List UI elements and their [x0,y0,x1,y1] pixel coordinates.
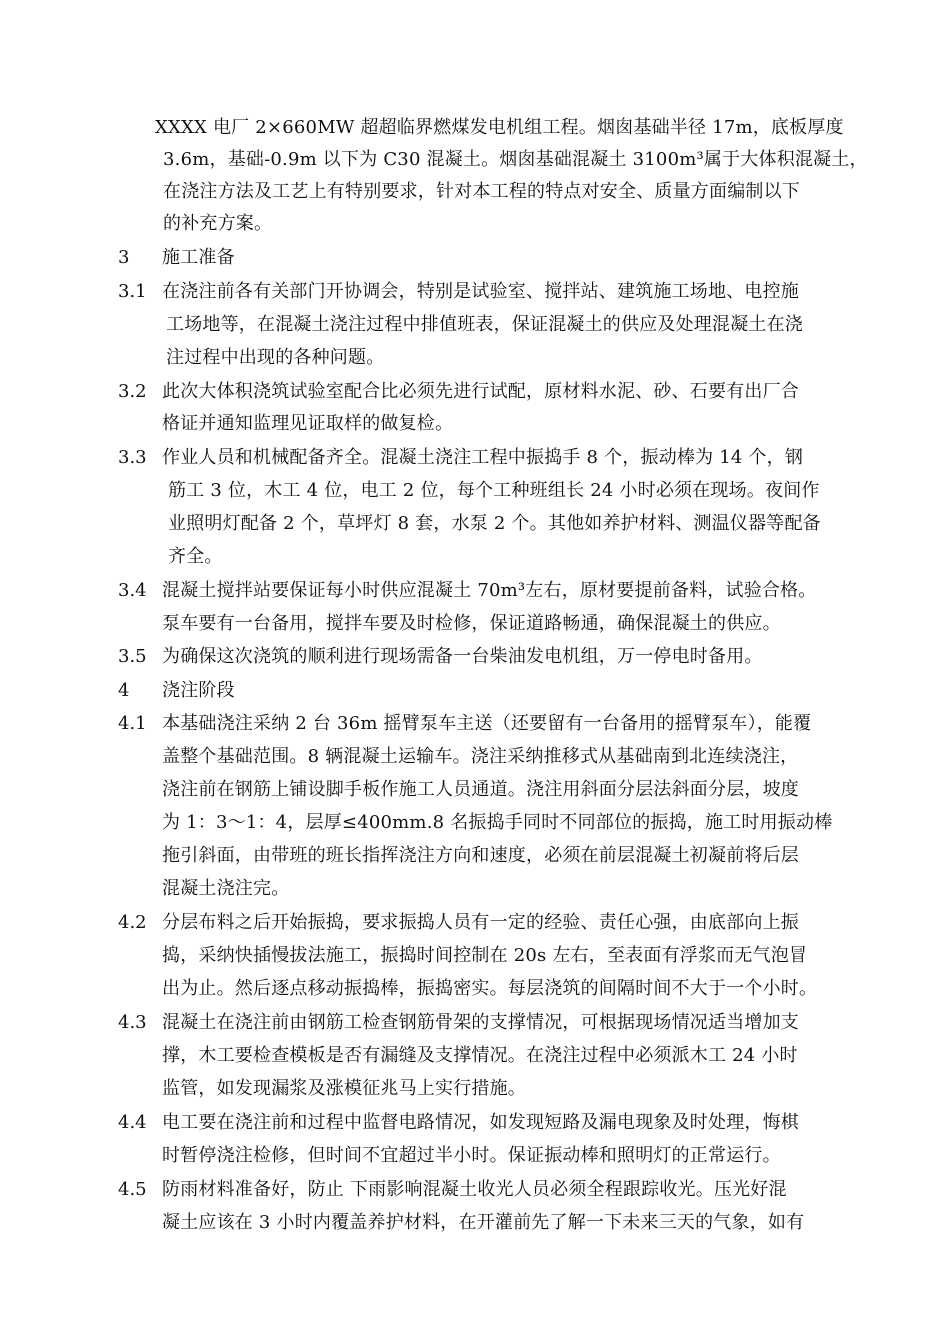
section-line: 监管，如发现漏浆及涨模征兆马上实行措施。 [162,1078,526,1099]
section-heading: 施工准备 [162,247,235,268]
section-number: 3.5 [118,646,147,667]
intro-line: 的补充方案。 [163,213,273,234]
section-line: 撑，木工要检查模板是否有漏缝及支撑情况。在浇注过程中必须派木工 24 小时 [162,1045,798,1066]
intro-line: 在浇注方法及工艺上有特别要求，针对本工程的特点对安全、质量方面编制以下 [163,181,800,202]
section-line: 电工要在浇注前和过程中监督电路情况，如发现短路及漏电现象及时处理，悔棋 [162,1112,799,1133]
section-line: 业照明灯配备 2 个，草坪灯 8 套，水泵 2 个。其他如养护材料、测温仪器等配备 [168,513,821,534]
section-line: 捣，采纳快插慢拔法施工，振捣时间控制在 20s 左右，至表面有浮浆而无气泡冒 [162,945,808,966]
section-line: 为 1：3～1：4，层厚≤400mm.8 名振捣手同时不同部位的振捣，施工时用振动棒 [162,812,833,833]
section-number: 4 [118,680,130,701]
intro-line: XXXX 电厂 2×660MW 超超临界燃煤发电机组工程。烟囱基础半径 17m，底板厚度 [155,117,844,138]
section-line: 作业人员和机械配备齐全。混凝土浇注工程中振捣手 8 个，振动棒为 14 个，钢 [162,447,804,468]
section-line: 格证并通知监理见证取样的做复检。 [162,413,454,434]
section-line: 时暂停浇注检修，但时间不宜超过半小时。保证振动棒和照明灯的正常运行。 [162,1145,781,1166]
section-line: 在浇注前各有关部门开协调会，特别是试验室、搅拌站、建筑施工场地、电控施 [162,281,799,302]
section-heading: 浇注阶段 [162,680,235,701]
section-line: 泵车要有一台备用，搅拌车要及时检修，保证道路畅通，确保混凝土的供应。 [162,613,781,634]
section-line: 分层布料之后开始振捣，要求振捣人员有一定的经验、责任心强，由底部向上振 [162,912,799,933]
section-line: 为确保这次浇筑的顺利进行现场需备一台柴油发电机组，万一停电时备用。 [162,646,763,667]
section-line: 齐全。 [168,546,223,567]
section-line: 筋工 3 位，木工 4 位，电工 2 位，每个工种班组长 24 小时必须在现场。夜间作 [168,480,820,501]
intro-line: 3.6m，基础-0.9m 以下为 C30 混凝土。烟囱基础混凝土 3100m³属于大体积混凝土， [163,149,868,170]
section-line: 工场地等，在混凝土浇注过程中排值班表，保证混凝土的供应及处理混凝土在浇 [166,314,803,335]
section-line: 出为止。然后逐点移动振捣棒，振捣密实。每层浇筑的间隔时间不大于一个小时。 [162,978,818,999]
section-line: 混凝土浇注完。 [162,878,290,899]
section-number: 3.1 [118,281,147,302]
section-line: 浇注前在钢筋上铺设脚手板作施工人员通道。浇注用斜面分层法斜面分层，坡度 [162,779,799,800]
section-line: 盖整个基础范围。8 辆混凝土运输车。浇注采纳推移式从基础南到北连续浇注， [162,746,799,767]
section-number: 4.5 [118,1179,147,1200]
section-number: 4.2 [118,912,147,933]
section-line: 本基础浇注采纳 2 台 36m 摇臂泵车主送（还要留有一台备用的摇臂泵车），能覆 [162,713,812,734]
section-line: 拖引斜面，由带班的班长指挥浇注方向和速度，必须在前层混凝土初凝前将后层 [162,845,799,866]
section-number: 3 [118,247,130,268]
section-number: 4.3 [118,1012,147,1033]
section-line: 混凝土搅拌站要保证每小时供应混凝土 70m³左右，原材要提前备料，试验合格。 [162,580,817,601]
section-number: 4.1 [118,713,147,734]
section-number: 3.2 [118,381,147,402]
section-number: 4.4 [118,1112,147,1133]
section-line: 此次大体积浇筑试验室配合比必须先进行试配，原材料水泥、砂、石要有出厂合 [162,381,799,402]
section-number: 3.3 [118,447,147,468]
section-number: 3.4 [118,580,147,601]
section-line: 防雨材料准备好，防止 下雨影响混凝土收光人员必须全程跟踪收光。压光好混 [162,1179,787,1200]
section-line: 混凝土在浇注前由钢筋工检查钢筋骨架的支撑情况，可根据现场情况适当增加支 [162,1012,799,1033]
section-line: 凝土应该在 3 小时内覆盖养护材料，在开灌前先了解一下未来三天的气象，如有 [162,1212,805,1233]
section-line: 注过程中出现的各种问题。 [166,347,385,368]
